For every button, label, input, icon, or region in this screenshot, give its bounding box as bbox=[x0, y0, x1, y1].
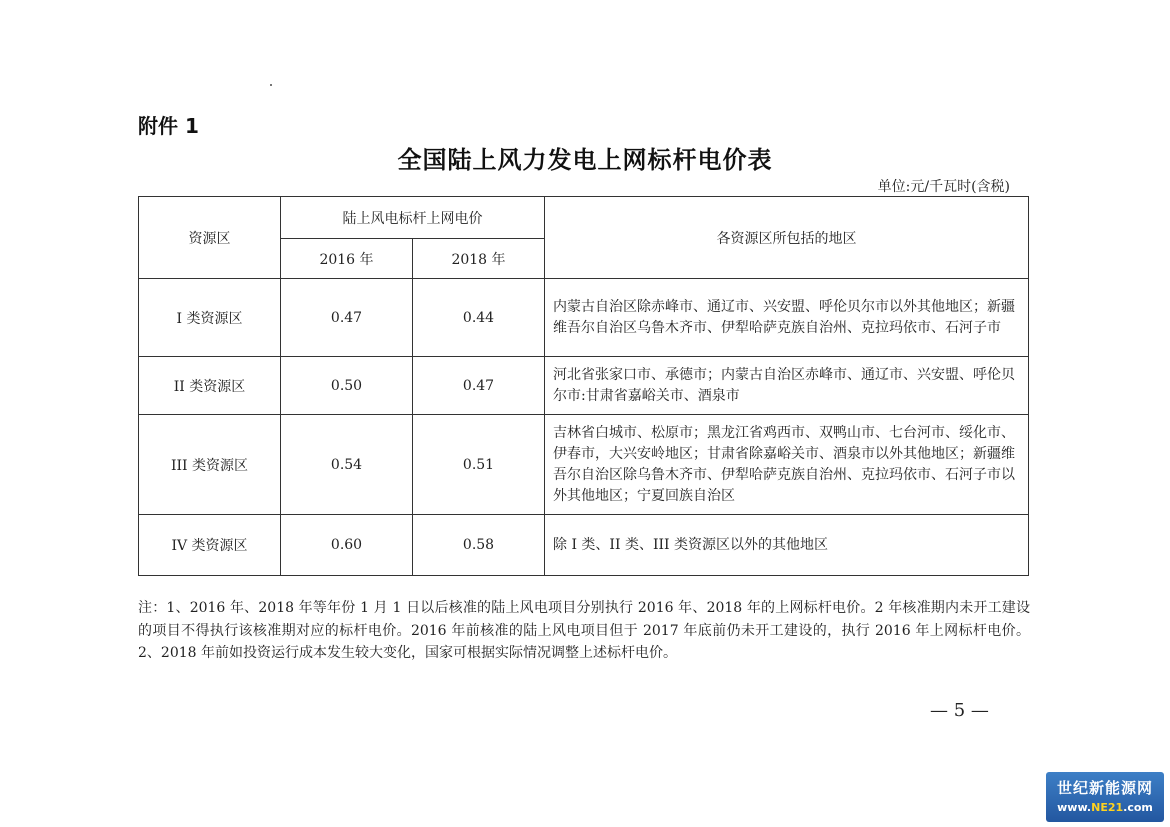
table-row bbox=[139, 279, 1029, 357]
site-watermark-logo bbox=[1046, 772, 1164, 822]
region-cell: I 类资源区 bbox=[139, 279, 281, 357]
page-number: — 5 — bbox=[930, 700, 989, 721]
attachment-label: 附件 1 bbox=[138, 114, 199, 138]
region-cell: III 类资源区 bbox=[139, 415, 281, 515]
header-areas: 各资源区所包括的地区 bbox=[545, 197, 1029, 279]
price-2018-cell: 0.44 bbox=[413, 279, 545, 357]
scan-speck bbox=[270, 84, 272, 86]
price-2016-cell: 0.47 bbox=[281, 279, 413, 357]
areas-cell: 吉林省白城市、松原市；黑龙江省鸡西市、双鸭山市、七台河市、绥化市、伊春市，大兴安岭地区；甘肃省除嘉峪关市、酒泉市以外其他地区；新疆维吾尔自治区除乌鲁木齐市、伊犁哈萨克族自治州、克拉玛依市、石河子市以外其他地区；宁夏回族自治区 bbox=[545, 415, 1029, 515]
price-2018-cell: 0.58 bbox=[413, 515, 545, 576]
table-row bbox=[139, 357, 1029, 415]
header-price: 陆上风电标杆上网电价 bbox=[281, 197, 545, 239]
areas-cell: 河北省张家口市、承德市；内蒙古自治区赤峰市、通辽市、兴安盟、呼伦贝尔市:甘肃省嘉峪关市、酒泉市 bbox=[545, 357, 1029, 415]
watermark-url bbox=[1046, 801, 1164, 814]
footnote: 注：1、2016 年、2018 年等年份 1 月 1 日以后核准的陆上风电项目分别执行 2016 年、2018 年的上网标杆电价。2 年核准期内未开工建设的项目不得执行该核准期对应的标杆电价。2016 年前核准的陆上风电项目但于 2017 年底前仍未开工建设的，执行 2016 年上网标杆电价。2、2018 年前如投资运行成本发生较大变化，国家可根据实际情况调整上述标杆电价。 bbox=[138, 600, 1030, 661]
document-title: 全国陆上风力发电上网标杆电价表 bbox=[397, 146, 773, 174]
header-year-2016: 2016 年 bbox=[281, 239, 413, 279]
watermark-name: 世纪新能源网 bbox=[1056, 779, 1153, 797]
region-cell: II 类资源区 bbox=[139, 357, 281, 415]
watermark-url-accent: NE21 bbox=[1091, 801, 1124, 814]
watermark-url-suffix: .com bbox=[1123, 801, 1153, 814]
watermark-url-prefix: www. bbox=[1057, 801, 1092, 814]
areas-cell: 内蒙古自治区除赤峰市、通辽市、兴安盟、呼伦贝尔市以外其他地区；新疆维吾尔自治区乌鲁木齐市、伊犁哈萨克族自治州、克拉玛依市、石河子市 bbox=[545, 279, 1029, 357]
price-table bbox=[138, 196, 1029, 576]
region-cell: IV 类资源区 bbox=[139, 515, 281, 576]
price-2018-cell: 0.47 bbox=[413, 357, 545, 415]
price-2016-cell: 0.50 bbox=[281, 357, 413, 415]
unit-label: 单位:元/千瓦时(含税) bbox=[877, 179, 1010, 195]
areas-cell: 除 I 类、II 类、III 类资源区以外的其他地区 bbox=[545, 515, 1029, 576]
price-2016-cell: 0.54 bbox=[281, 415, 413, 515]
table-row bbox=[139, 515, 1029, 576]
price-2016-cell: 0.60 bbox=[281, 515, 413, 576]
price-2018-cell: 0.51 bbox=[413, 415, 545, 515]
table-row bbox=[139, 415, 1029, 515]
header-year-2018: 2018 年 bbox=[413, 239, 545, 279]
header-region: 资源区 bbox=[139, 197, 281, 279]
